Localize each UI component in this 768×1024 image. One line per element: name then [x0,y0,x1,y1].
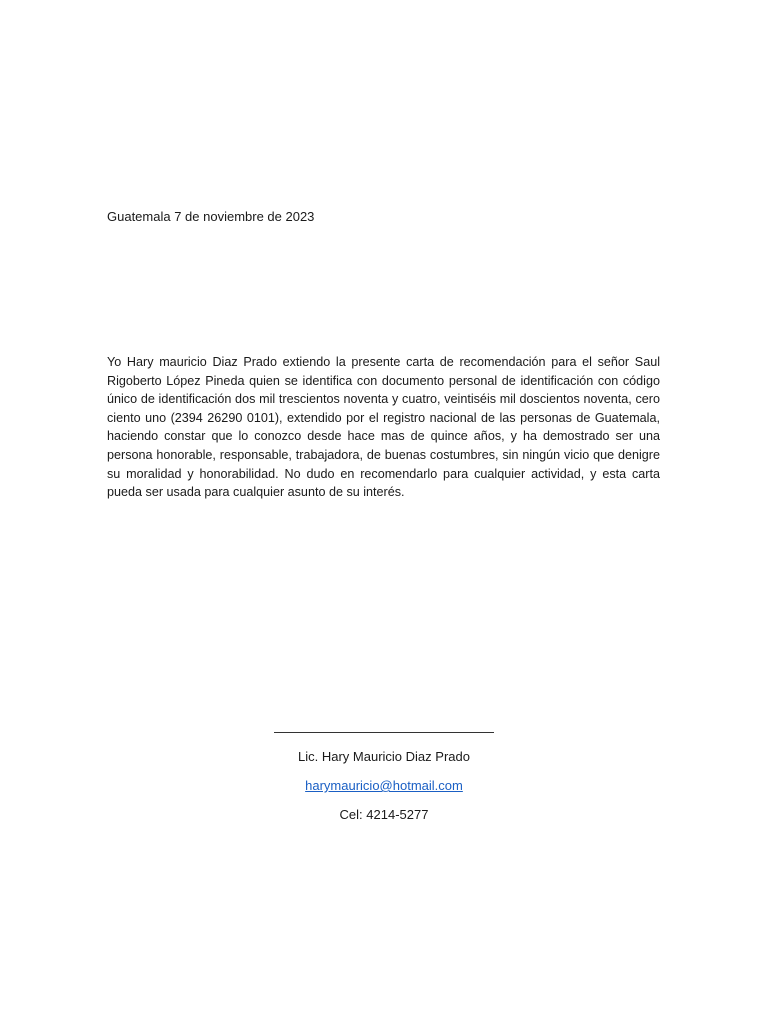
signer-email-link[interactable]: harymauricio@hotmail.com [305,778,463,793]
letter-body: Yo Hary mauricio Diaz Prado extiendo la presente carta de recomendación para el señor Saul Rigoberto López Pineda quien se identifica con documento personal de identificación con código único de identificación dos mil trescientos noventa y cuatro, veintiséis mil doscientos noventa, cero ciento uno (2394 26290 0101), extendido por el registro nacional de las personas de Guatemala, haciendo constar que lo conozco desde hace mas de quince años, y ha demostrado ser una persona honorable, responsable, trabajadora, de buenas costumbres, sin ningún vicio que denigre su moralidad y honorabilidad. No dudo en recomendarlo para cualquier actividad, y esta carta pueda ser usada para cualquier asunto de su interés. [107,355,660,500]
letter-date: Guatemala 7 de noviembre de 2023 [107,209,315,224]
signature-line [274,732,494,733]
signature-block [234,714,534,824]
signer-name: Lic. Hary Mauricio Diaz Prado [298,749,470,764]
signer-phone: Cel: 4214-5277 [339,807,429,822]
